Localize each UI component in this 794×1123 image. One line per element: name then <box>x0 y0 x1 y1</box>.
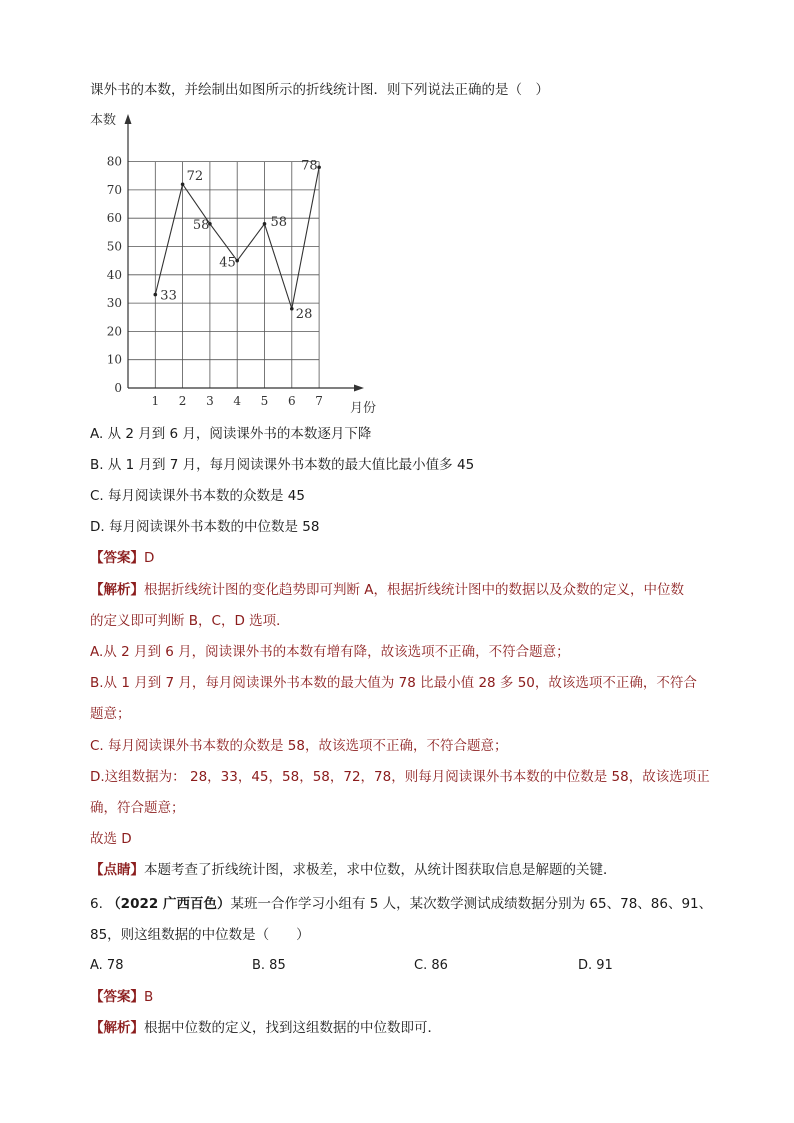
y-tick-label: 60 <box>106 211 122 226</box>
x-tick-label: 2 <box>178 394 187 408</box>
q5-comment: 【点睛】本题考查了折线统计图，求极差，求中位数，从统计图获取信息是解题的关键． <box>90 862 617 878</box>
answer-value: B <box>144 989 154 1005</box>
x-tick-label: 4 <box>233 394 242 408</box>
q5-option-a: A. 从 2 月到 6 月，阅读课外书的本数逐月下降 <box>90 426 372 442</box>
q6-option-b: B. 85 <box>252 958 286 973</box>
y-tick-label: 40 <box>106 267 122 282</box>
x-axis-arrow <box>354 385 364 392</box>
q5-analysis-line-3: A.从 2 月到 6 月，阅读课外书的本数有增有降，故该选项不正确，不符合题意； <box>90 644 570 660</box>
data-label: 28 <box>295 306 313 322</box>
chart-ticks <box>107 155 323 408</box>
q5-option-b: B. 从 1 月到 7 月，每月阅读课外书本数的最大值比最小值多 45 <box>90 457 475 473</box>
x-tick-label: 6 <box>287 394 296 408</box>
data-label: 58 <box>270 214 288 230</box>
answer-tag: 【答案】 <box>90 989 144 1005</box>
line-chart <box>86 108 386 416</box>
data-point <box>317 165 321 169</box>
y-axis-arrow <box>125 114 132 124</box>
q5-answer <box>90 548 154 568</box>
x-tick-label: 5 <box>260 394 269 408</box>
q5-analysis-line-5: 题意； <box>90 706 131 722</box>
y-tick-label: 30 <box>106 296 122 311</box>
y-tick-label: 50 <box>106 239 122 254</box>
q5-analysis-line-1: 【解析】根据折线统计图的变化趋势即可判断 A，根据折线统计图中的数据以及众数的定义，中位数 <box>90 582 685 598</box>
x-tick-label: 7 <box>315 394 323 408</box>
q5-option-d: D. 每月阅读课外书本数的中位数是 58 <box>90 519 320 535</box>
q6-option-d: D. 91 <box>578 958 613 973</box>
y-tick-label: 20 <box>106 324 122 339</box>
x-tick-label: 3 <box>206 394 214 408</box>
y-tick-label: 80 <box>106 154 122 169</box>
y-tick-label: 10 <box>106 352 122 367</box>
analysis-tag: 【解析】 <box>90 1020 144 1036</box>
y-tick-label: 70 <box>106 182 122 197</box>
q5-analysis-line-8: 确，符合题意； <box>90 800 185 816</box>
data-point <box>235 259 239 263</box>
question-intro: 课外书的本数，并绘制出如图所示的折线统计图．则下列说法正确的是（ ） <box>90 82 549 98</box>
data-label: 58 <box>192 217 210 233</box>
analysis-tag: 【解析】 <box>90 582 144 598</box>
q5-analysis-line-9: 故选 D <box>90 831 132 847</box>
q5-analysis-line-2: 的定义即可判断 B，C，D 选项． <box>90 613 290 629</box>
q5-analysis-line-4: B.从 1 月到 7 月，每月阅读课外书本数的最大值为 78 比最小值 28 多 50，故该选项不正确，不符合 <box>90 675 697 691</box>
q6-source: （2022 广西百色） <box>107 896 231 912</box>
q6-option-a: A. 78 <box>90 958 124 973</box>
data-point <box>263 222 267 226</box>
x-tick-label: 1 <box>151 394 160 408</box>
q6-stem-line-1: 6. （2022 广西百色）某班一合作学习小组有 5 人，某次数学测试成绩数据分别为 65、78、86、91、 <box>90 896 713 912</box>
data-point <box>154 293 158 297</box>
q6-option-c: C. 86 <box>414 958 448 973</box>
comment-tag: 【点睛】 <box>90 862 144 878</box>
q6-stem-line-2: 85，则这组数据的中位数是（ ） <box>90 927 310 943</box>
data-label: 78 <box>301 158 318 174</box>
q5-analysis-line-6: C. 每月阅读课外书本数的众数是 58，故该选项不正确，不符合题意； <box>90 738 508 754</box>
q6-answer <box>90 987 153 1007</box>
q6-analysis: 【解析】根据中位数的定义，找到这组数据的中位数即可． <box>90 1020 441 1036</box>
answer-value: D <box>144 550 155 566</box>
data-label: 33 <box>160 288 177 304</box>
data-point <box>181 182 185 186</box>
answer-tag: 【答案】 <box>90 550 144 566</box>
y-axis-label: 本数 <box>90 113 117 128</box>
chart-axes <box>125 114 365 392</box>
chart-grid <box>128 162 319 388</box>
data-point <box>290 307 294 311</box>
q6-number: 6. <box>90 896 103 912</box>
q5-analysis-line-7: D.这组数据为： 28，33，45，58，58，72，78，则每月阅读课外书本数的中位数是 58，故该选项正 <box>90 769 710 785</box>
q5-option-c: C. 每月阅读课外书本数的众数是 45 <box>90 488 305 504</box>
x-axis-label: 月份 <box>350 401 377 416</box>
y-tick-label: 0 <box>114 381 122 395</box>
data-label: 72 <box>186 169 204 185</box>
data-label: 45 <box>219 255 236 271</box>
